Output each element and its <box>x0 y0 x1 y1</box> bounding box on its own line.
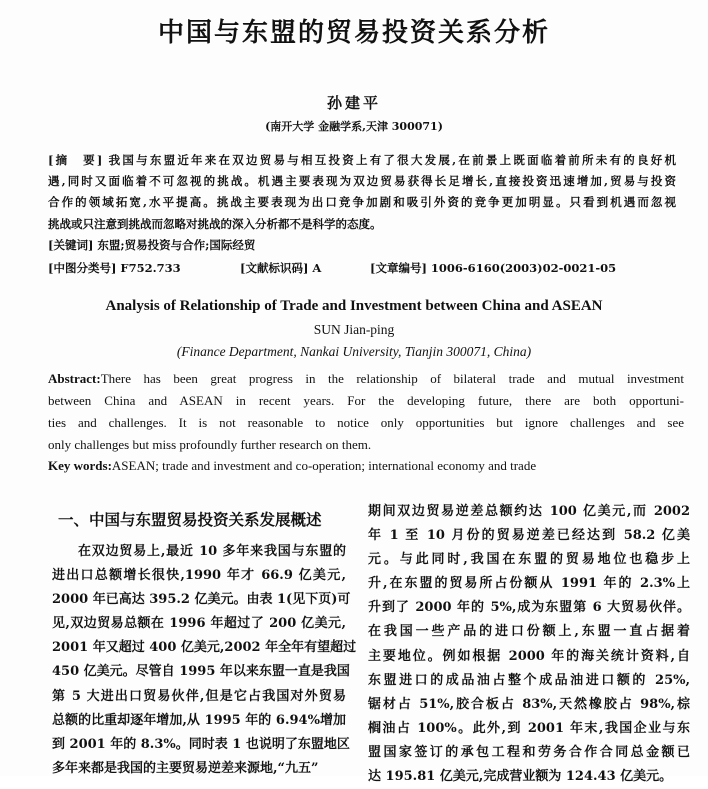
text-line: 见,双边贸易总额在 1996 年超过了 200 亿美元, <box>52 616 346 632</box>
abstract-line: ties and challenges. It is not reasonable to notice only opportunities but ignore challenges and see <box>48 415 684 430</box>
abstract-line: 遇,同时又面临着不可忽视的挑战。机遇主要表现为双边贸易获得长足增长,直接投资迅速增加,贸易与投资 <box>48 174 676 189</box>
abstract-line <box>48 150 676 171</box>
keywords-line <box>48 235 676 256</box>
classification-line <box>48 258 688 278</box>
paper-title: 中国与东盟的贸易投资关系分析 <box>157 18 550 48</box>
english-title: Analysis of Relationship of Trade and Investment between China and ASEAN <box>105 298 603 314</box>
keywords: 东盟;贸易投资与合作;国际经贸 <box>97 237 256 252</box>
abstract-line: 挑战或只注意到挑战而忽略对挑战的深入分析都不是科学的态度。 <box>48 216 382 231</box>
article-number <box>370 258 616 278</box>
article-value: 1006-6160(2003)02-0021-05 <box>430 261 617 275</box>
text-line: 榈油占 100%。此外,到 2001 年末,我国企业与东 <box>368 720 690 736</box>
abstract-label: [摘 要] <box>48 153 103 167</box>
text-line: 在我国一些产品的进口份额上,东盟一直占据着 <box>368 624 690 640</box>
text-line: 2000 年已高达 395.2 亿美元。由表 1(见下页)可 <box>52 592 351 608</box>
left-column <box>52 540 357 781</box>
keywords-label: Key words: <box>48 458 112 473</box>
class-value: F752.733 <box>120 261 181 275</box>
text-line: 元。与此同时,我国在东盟的贸易地位也稳步上 <box>368 552 690 568</box>
doc-label: [文献标识码] <box>240 261 309 275</box>
english-abstract <box>48 368 684 456</box>
text-line: 年 1 至 10 月份的贸易逆差已经达到 58.2 亿美 <box>368 528 690 544</box>
author: 孙建平 <box>326 94 381 112</box>
text-line: 在双边贸易上,最近 10 多年来我国与东盟的 <box>78 544 346 559</box>
abstract-text: 我国与东盟近年来在双边贸易与相互投资上有了很大发展,在前景上既面临着前所未有的良好机 <box>108 153 676 167</box>
text-line: 第 5 大进出口贸易伙伴,但是它占我国对外贸易 <box>52 688 346 704</box>
abstract-line <box>48 368 684 390</box>
abstract-line: 合作的领域拓宽,水平提高。挑战主要表现为出口竞争加剧和吸引外资的竞争更加明显。只看到机遇而忽视 <box>48 195 676 210</box>
text-line: 锯材占 51%,胶合板占 83%,天然橡胶占 98%,棕 <box>368 696 690 712</box>
english-affiliation: (Finance Department, Nankai University, Tianjin 300071, China) <box>176 344 532 359</box>
text-line: 2001 年又超过 400 亿美元,2002 年全年有望超过 <box>52 640 357 656</box>
doc-code <box>240 258 321 278</box>
keywords: ASEAN; trade and investment and co-operation; international economy and trade <box>111 458 537 473</box>
abstract-text: There has been great progress in the relationship of bilateral trade and mutual investment <box>100 371 684 386</box>
text-line: 东盟进口的成品油占整个成品油进口额的 25%, <box>368 672 690 688</box>
text-line: 升,在东盟的贸易所占份额从 1991 年的 2.3%上 <box>368 576 690 592</box>
keywords-label: [关键词] <box>48 237 94 252</box>
abstract-label: Abstract: <box>48 371 101 386</box>
text-line: 达 195.81 亿美元,完成营业额为 124.43 亿美元。 <box>368 769 673 785</box>
class-label: [中图分类号] <box>48 261 117 275</box>
class-number <box>48 258 181 278</box>
section-heading: 一、中国与东盟贸易投资关系发展概述 <box>58 511 322 529</box>
text-line: 到 2001 年的 8.3%。同时表 1 也说明了东盟地区 <box>52 736 350 752</box>
text-line: 多年来都是我国的主要贸易逆差来源地,“九五” <box>52 760 319 776</box>
article-label: [文章编号] <box>370 261 427 275</box>
english-keywords <box>48 458 536 474</box>
abstract-line: between China and ASEAN in recent years. For the developing future, there are both opportuni- <box>48 393 684 408</box>
text-line: 主要地位。例如根据 2000 年的海关统计资料,自 <box>368 648 690 664</box>
right-column <box>368 500 690 789</box>
chinese-abstract <box>48 150 676 256</box>
text-line: 总额的比重却逐年增加,从 1995 年的 6.94%增加 <box>52 712 346 728</box>
text-line: 升到了 2000 年的 5%,成为东盟第 6 大贸易伙伴。 <box>368 600 690 616</box>
abstract-line: only challenges but miss profoundly further research on them. <box>48 437 372 452</box>
doc-value: A <box>312 261 322 275</box>
text-line: 450 亿美元。尽管自 1995 年以来东盟一直是我国 <box>52 664 350 680</box>
english-author: SUN Jian-ping <box>313 322 395 337</box>
text-line: 盟国家签订的承包工程和劳务合作合同总金额已 <box>368 744 690 760</box>
text-line: 期间双边贸易逆差总额约达 100 亿美元,而 2002 <box>368 504 690 519</box>
affiliation: (南开大学 金融学系,天津 300071) <box>265 120 443 133</box>
text-line: 进出口总额增长很快,1990 年才 66.9 亿美元, <box>52 568 346 584</box>
